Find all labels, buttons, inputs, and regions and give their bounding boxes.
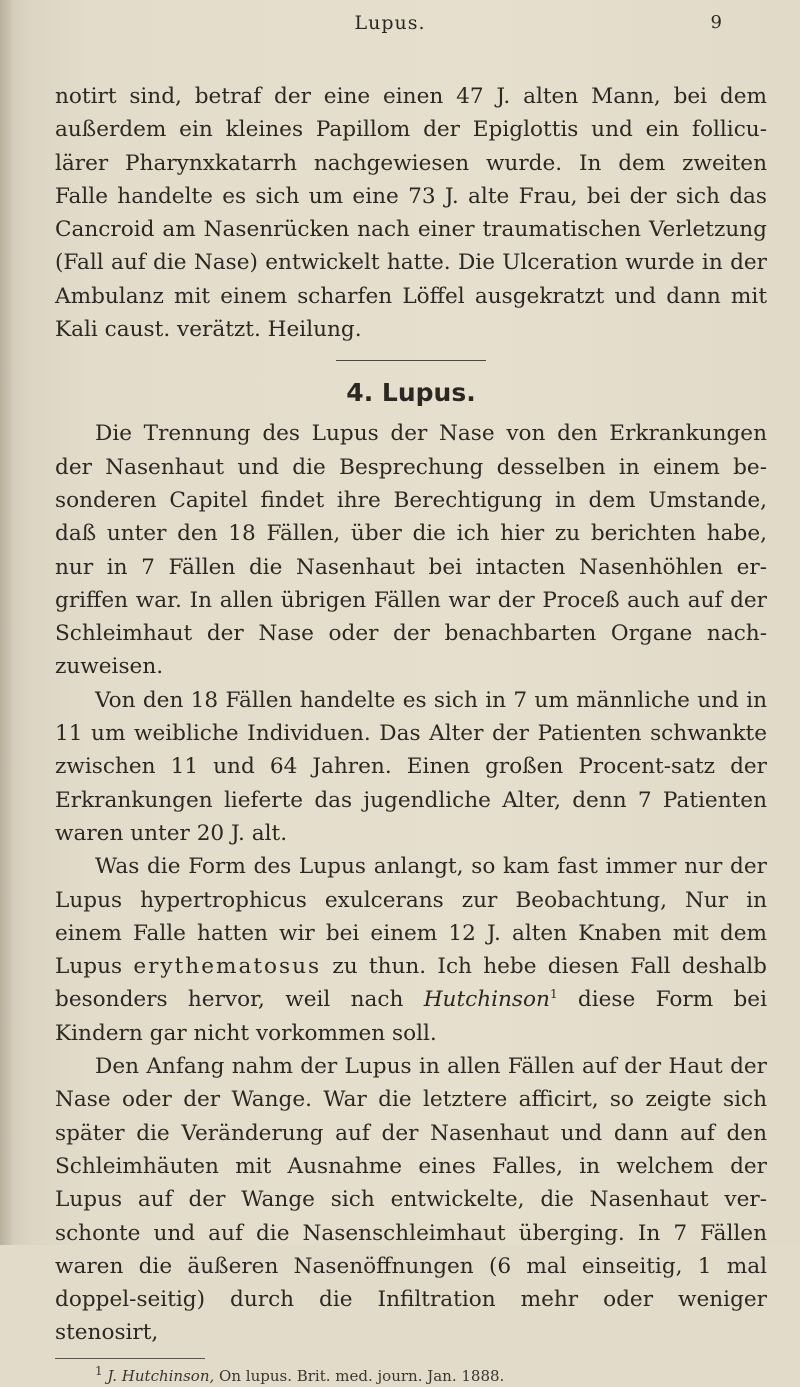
- page-number: 9: [710, 12, 722, 33]
- running-head-title: Lupus.: [354, 12, 426, 34]
- paragraph-form-part-a: Was die Form des Lupus anlangt, so kam fast immer nur der Lupus hypertrophicus exulcerans zur Beobachtung, Nur in einem Falle hatten wir bei einem 12 J. alten Knaben mit dem Lupus: [55, 854, 767, 980]
- author-hutchinson: Hutchinson: [423, 987, 550, 1013]
- footnote-text: On lupus. Brit. med. journ. Jan. 1888.: [219, 1366, 505, 1385]
- paragraph-form-part-b: zu thun. Ich hebe diesen Fall deshalb besonders hervor, weil nach: [55, 954, 767, 1013]
- footnote-marker: 1: [95, 1363, 103, 1378]
- footnote: [55, 1365, 767, 1387]
- paragraph-anfang: Den Anfang nahm der Lupus in allen Fällen auf der Haut der Nase oder der Wange. War die letztere afficirt, so zeigte sich später die Veränderung auf der Nasenhaut und dann auf den Schleimhäuten mit Ausnahme eines Falles, in welchem der Lupus auf der Wange sich entwickelte, die Nasenhaut ver-schonte und auf die Nasenschleimhaut überging. In 7 Fällen waren die äußeren Nasenöffnungen (6 mal einseitig, 1 mal doppel-seitig) durch die Infiltration mehr oder weniger stenosirt,: [55, 1054, 767, 1346]
- running-head: [0, 8, 800, 40]
- paragraph-form: [55, 850, 767, 1050]
- intro-paragraph: notirt sind, betraf der eine einen 47 J. alten Mann, bei dem außerdem ein kleines Papillom der Epiglottis und ein follicu-lärer Pharynxkatarrh nachgewiesen wurde. In dem zweiten Falle handelte es sich um eine 73 J. alte Frau, bei der sich das Cancroid am Nasenrücken nach einer traumatischen Verletzung (Fall auf die Nase) entwickelt hatte. Die Ulceration wurde in der Ambulanz mit einem scharfen Löffel ausgekratzt und dann mit Kali caust. verätzt. Heilung.: [55, 84, 767, 343]
- footnote-divider: [55, 1358, 205, 1359]
- paragraph-faelle: Von den 18 Fällen handelte es sich in 7 um männliche und in 11 um weibliche Individuen. Das Alter der Patienten schwankte zwischen 11 und 64 Jahren. Einen großen Procent-satz der Erkrankungen lieferte das jugendliche Alter, denn 7 Patienten waren unter 20 J. alt.: [55, 687, 767, 846]
- body-text: [55, 80, 767, 1387]
- footnote-author: J. Hutchinson,: [107, 1366, 215, 1385]
- section-divider: [336, 360, 486, 361]
- page-edge-shadow: [0, 0, 14, 1245]
- paragraph-trennung: Die Trennung des Lupus der Nase von den Erkrankungen der Nasenhaut und die Besprechung desselben in einem be-sonderen Capitel findet ihre Berechtigung in dem Umstande, daß unter den 18 Fällen, über die ich hier zu berichten habe, nur in 7 Fällen die Nasenhaut bei intacten Nasenhöhlen er-griffen war. In allen übrigen Fällen war der Proceß auch auf der Schleimhaut der Nase oder der benachbarten Organe nach-zuweisen.: [55, 421, 767, 680]
- term-erythematosus: erythematosus: [133, 954, 322, 980]
- section-title: 4. Lupus.: [346, 378, 476, 408]
- paragraph-form-part-c: diese Form bei Kindern gar nicht vorkommen soll.: [55, 987, 767, 1046]
- footnote-reference: 1: [549, 987, 558, 1002]
